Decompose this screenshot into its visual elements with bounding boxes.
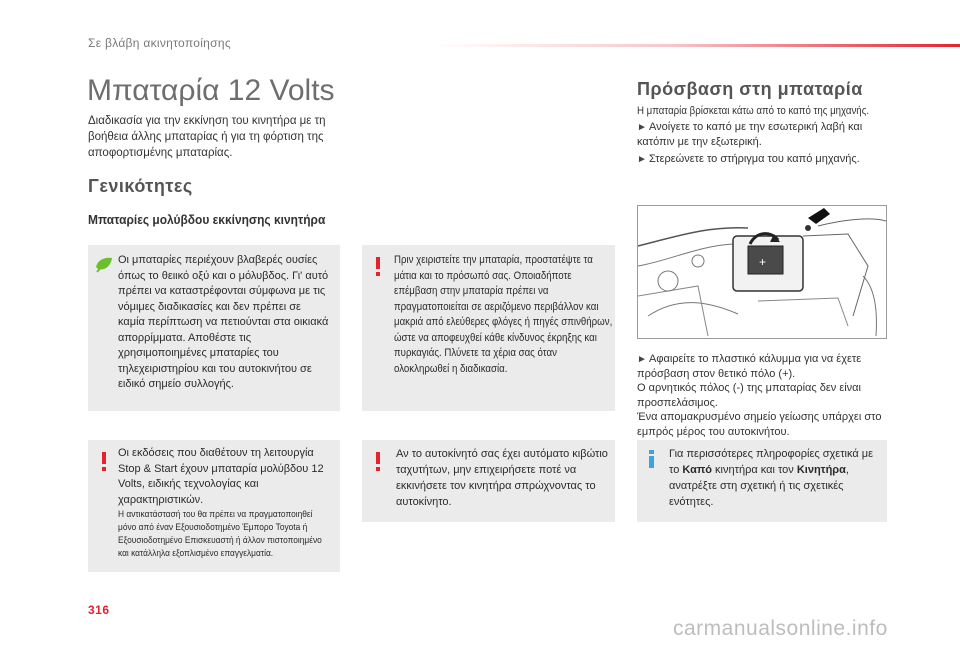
ground-point-note: Ένα απομακρυσμένο σημείο γείωσης υπάρχει στο εμπρός μέρος του αυτοκινήτου. (637, 411, 882, 438)
access-step-2: ► Στερεώνετε το στήριγμα του καπό μηχανής. (637, 153, 860, 165)
info-box (637, 440, 887, 522)
page-number: 316 (88, 603, 110, 617)
battery-illustration (637, 205, 887, 339)
access-step-3: ► Αφαιρείτε το πλαστικό κάλυμμα για να έχετε πρόσβαση στον θετικό πόλο (+). (637, 353, 862, 380)
warning-box-stop-start (88, 440, 340, 572)
access-heading: Πρόσβαση στη μπαταρία (637, 79, 863, 99)
general-heading: Γενικότητες (88, 176, 193, 196)
warning-box-safety (362, 245, 615, 411)
lead-battery-subheading: Μπαταρίες μολύβδου εκκίνησης κινητήρα (88, 212, 326, 227)
access-step-1: ► Ανοίγετε το καπό με την εσωτερική λαβή και κατόπιν με την εξωτερική. (637, 121, 863, 148)
bullet-arrow-icon: ► (637, 154, 647, 165)
warning-box-automatic (362, 440, 615, 522)
info-text: Για περισσότερες πληροφορίες σχετικά με το Καπό κινητήρα και τον Κινητήρα, ανατρέξτε στη σχετική ή τις σχετικές ενότητες. (669, 448, 874, 508)
watermark: carmanualsonline.info (673, 617, 888, 640)
intro-text: Διαδικασία για την εκκίνηση του κινητήρα με τη βοήθεια άλλης μπαταρίας ή για τη φόρτιση της αποφορτισμένης μπαταρίας. (88, 115, 326, 159)
warning-icon (376, 452, 380, 470)
warning-icon (102, 452, 106, 470)
negative-terminal-note: Ο αρνητικός πόλος (-) της μπαταρίας δεν είναι προσπελάσιμος. (637, 382, 861, 409)
section-header: Σε βλάβη ακινητοποίησης (88, 36, 231, 50)
replacement-note: Η αντικατάστασή του θα πρέπει να πραγματοποιηθεί μόνο από έναν Εξουσιοδοτημένο Έμπορο Toyota ή Εξουσιοδοτημένο Επισκευαστή ή άλλον πιστοποιημένο και κατάλληλα εξοπλισμένο επαγγελματία. (118, 509, 322, 559)
svg-text:+: + (759, 255, 767, 269)
bullet-arrow-icon: ► (637, 354, 647, 365)
page-title: Μπαταρία 12 Volts (87, 74, 335, 107)
leaf-icon (94, 255, 114, 280)
warning-icon (376, 257, 380, 275)
bullet-arrow-icon: ► (637, 122, 647, 133)
eco-box (88, 245, 340, 411)
access-intro: Η μπαταρία βρίσκεται κάτω από το καπό της μηχανής. (637, 105, 870, 117)
stop-start-text: Οι εκδόσεις που διαθέτουν τη λειτουργία Stop & Start έχουν μπαταρία μολύβδου 12 Volts, ειδικής τεχνολογίας και χαρακτηριστικών. (118, 447, 324, 506)
info-icon (649, 450, 654, 468)
eco-text: Οι μπαταρίες περιέχουν βλαβερές ουσίες όπως το θειικό οξύ και ο μόλυβδος. Γι' αυτό πρέπει να καταστρέφονται σύμφωνα με τις νόμιμες διαδικασίες και δεν πρέπει σε καμία περίπτωση να πετιούνται στα οικιακά απορρίμματα. Αποθέστε τις χρησιμοποιημένες μπαταρίες του τηλεχειριστηρίου και του αυτοκινήτου σε ειδικό σημείο συλλογής. (118, 254, 329, 390)
automatic-gearbox-text: Αν το αυτοκίνητό σας έχει αυτόματο κιβώτιο ταχυτήτων, μην επιχειρήσετε ποτέ να εκκινήσετε τον κινητήρα σπρώχνοντας το αυτοκίνητο. (396, 448, 608, 508)
warning-safety-text: Πριν χειριστείτε την μπαταρία, προστατέψτε τα μάτια και το πρόσωπό σας. Οποιαδήποτε επέμβαση στην μπαταρία πρέπει να πραγματοποιείται σε αεριζόμενο περιβάλλον και μακριά από ελεύθερες φλόγες ή πηγές σπινθήρων, ώστε να αποφευχθεί κάθε κίνδυνος έκρηξης και πυρκαγιάς. Πλύνετε τα χέρια σας όταν ολοκληρωθεί η διαδικασία. (394, 254, 613, 375)
